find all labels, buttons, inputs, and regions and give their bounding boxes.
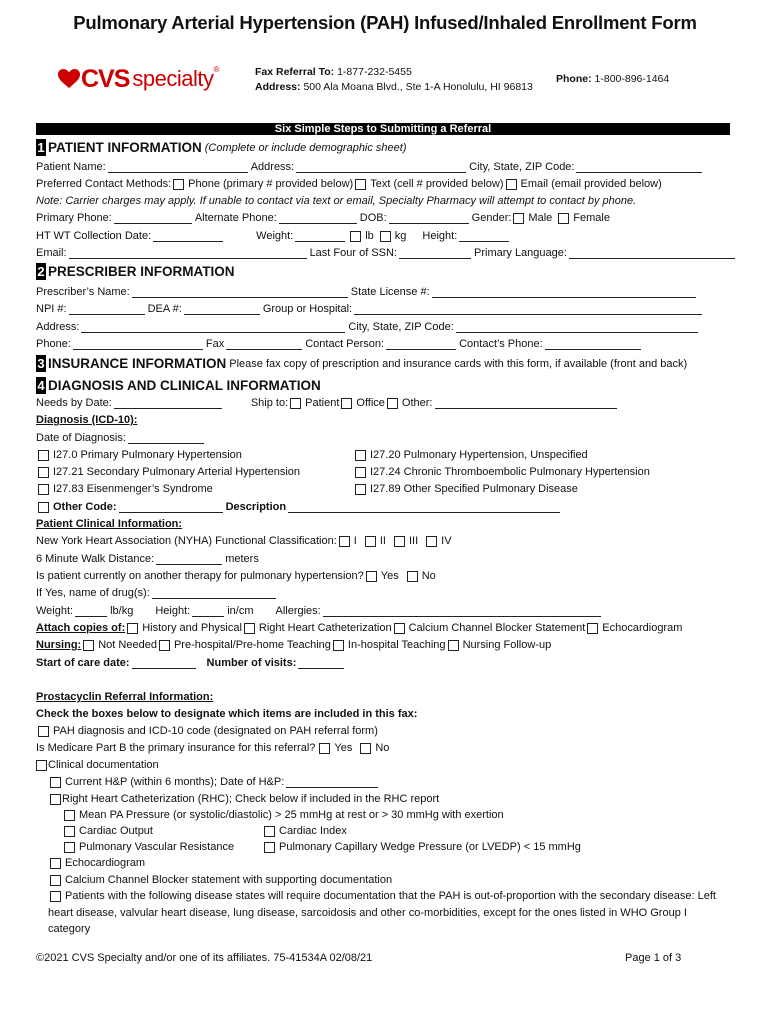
phone-dob-gender-row: Primary Phone: Alternate Phone: DOB: Gender: Male Female [36,212,610,224]
disease-states-item: Patients with the following disease states will require documentation that the PAH is out-of-proportion with the secondary disease: Left [48,889,716,903]
medicare-no-checkbox[interactable] [360,743,371,754]
start-care-field[interactable] [132,658,196,669]
cardiac-output-item: Cardiac Output [62,824,153,838]
clinical-info-label: Patient Clinical Information: [36,518,183,530]
contact-person-field[interactable] [386,339,456,350]
section-insurance-heading: 3 INSURANCE INFORMATION Please fax copy of prescription and insurance cards with this form, if available (front and back) [37,356,688,371]
icd-i27-89: I27.89 Other Specified Pulmonary Disease [353,482,578,496]
height-field[interactable] [459,231,509,242]
echo-checkbox[interactable] [50,858,61,869]
disease-states-line3: category [48,923,91,935]
description-field[interactable] [288,502,560,513]
attach-echo-checkbox[interactable] [587,623,598,634]
ship-office-checkbox[interactable] [341,398,352,409]
nyha-i-checkbox[interactable] [339,536,350,547]
icd-i27-21-checkbox[interactable] [38,467,49,478]
other-code-row: Other Code: Description [36,500,563,514]
nursing-followup-checkbox[interactable] [448,640,459,651]
contact-email-checkbox[interactable] [506,179,517,190]
cardiac-index-checkbox[interactable] [264,826,275,837]
nursing-prehome-checkbox[interactable] [159,640,170,651]
email-field[interactable] [69,248,307,259]
therapy-yes-checkbox[interactable] [366,571,377,582]
current-hp-checkbox[interactable] [50,777,61,788]
prescriber-fax-field[interactable] [226,339,302,350]
prescriber-csz-field[interactable] [456,322,698,333]
icd-i27-0: I27.0 Primary Pulmonary Hypertension [36,448,242,462]
drug-name-field[interactable] [152,588,276,599]
rhc-checkbox[interactable] [50,794,61,805]
attach-hp-checkbox[interactable] [127,623,138,634]
weight-field[interactable] [295,231,345,242]
nyha-iii-checkbox[interactable] [394,536,405,547]
logo-registered: ® [213,65,220,74]
echo-item: Echocardiogram [48,856,145,870]
nursing-not-needed-checkbox[interactable] [83,640,94,651]
diagnosis-label: Diagnosis (ICD-10): [36,414,138,426]
another-therapy-row: Is patient currently on another therapy for pulmonary hypertension? Yes No [36,570,436,582]
pcwp-item: Pulmonary Capillary Wedge Pressure (or LVEDP) < 15 mmHg [262,840,581,854]
current-hp-item: Current H&P (within 6 months); Date of H&P: [48,775,381,789]
address-line: Address: 500 Ala Moana Blvd., Ste 1-A Honolulu, HI 96813 [255,81,533,93]
walk-distance-row: 6 Minute Walk Distance: meters [36,553,259,565]
icd-i27-24-checkbox[interactable] [355,467,366,478]
icd-i27-0-checkbox[interactable] [38,450,49,461]
patient-name-row: Patient Name: Address: City, State, ZIP Code: [36,160,705,174]
therapy-no-checkbox[interactable] [407,571,418,582]
needs-by-row: Needs by Date: Ship to: Patient Office Other: [36,396,620,410]
pvr-checkbox[interactable] [64,842,75,853]
cardiac-index-item: Cardiac Index [262,824,347,838]
carrier-note: Note: Carrier charges may apply. If unable to contact via text or email, Specialty Pharmacy will attempt to contact by phone. [36,195,637,207]
male-checkbox[interactable] [513,213,524,224]
ship-other-field[interactable] [435,398,617,409]
rhc-item: Right Heart Catheterization (RHC); Check below if included in the RHC report [48,792,439,806]
nursing-row: Nursing: Not Needed Pre-hospital/Pre-home Teaching In-hospital Teaching Nursing Follow-up [36,639,552,651]
clinical-height-field[interactable] [192,606,224,617]
icd-i27-21: I27.21 Secondary Pulmonary Arterial Hypertension [36,465,300,479]
attach-rhc-checkbox[interactable] [244,623,255,634]
prescriber-address-row: Address: City, State, ZIP Code: [36,320,701,334]
ship-other-checkbox[interactable] [387,398,398,409]
primary-phone-field[interactable] [114,213,192,224]
htwt-date-field[interactable] [153,231,223,242]
pcwp-checkbox[interactable] [264,842,275,853]
mpa-item: Mean PA Pressure (or systolic/diastolic) > 25 mmHg at rest or > 30 mmHg with exertion [62,808,504,822]
ssn-field[interactable] [399,248,471,259]
visits-field[interactable] [298,658,344,669]
pah-diagnosis-item: PAH diagnosis and ICD-10 code (designated on PAH referral form) [36,724,378,738]
prescriber-name-field[interactable] [132,287,348,298]
section-diagnosis-heading: 4 DIAGNOSIS AND CLINICAL INFORMATION [37,378,321,393]
drug-name-row: If Yes, name of drug(s): [36,586,279,600]
icd-i27-20-checkbox[interactable] [355,450,366,461]
walk-distance-field[interactable] [156,554,222,565]
patient-name-field[interactable] [108,162,248,173]
contact-methods-row: Preferred Contact Methods: Phone (primary # provided below) Text (cell # provided below) Email (email provided below) [36,178,662,190]
icd-i27-89-checkbox[interactable] [355,484,366,495]
page-title: Pulmonary Arterial Hypertension (PAH) Infused/Inhaled Enrollment Form [73,12,697,33]
female-checkbox[interactable] [558,213,569,224]
language-field[interactable] [569,248,735,259]
icd-i27-83-checkbox[interactable] [38,484,49,495]
patient-address-field[interactable] [296,162,466,173]
weight-height-allergies-row: Weight: lb/kg Height: in/cm Allergies: [36,604,604,618]
ccb-checkbox[interactable] [50,875,61,886]
icd-i27-24: I27.24 Chronic Thromboembolic Pulmonary Hypertension [353,465,650,479]
patient-csz-field[interactable] [576,162,702,173]
medicare-yes-checkbox[interactable] [319,743,330,754]
page-number: Page 1 of 3 [625,952,682,964]
prescriber-address-field[interactable] [81,322,345,333]
heart-icon [58,69,80,89]
license-field[interactable] [432,287,696,298]
copyright-footer: ©2021 CVS Specialty and/or one of its affiliates. 75-41534A 02/08/21 [36,952,373,964]
nursing-inhospital-checkbox[interactable] [333,640,344,651]
prescriber-phone-row: Phone: Fax Contact Person: Contact’s Phone: [36,337,644,351]
prescriber-name-row: Prescriber’s Name: State License #: [36,285,699,299]
hp-date-field[interactable] [286,777,378,788]
medicare-row: Is Medicare Part B the primary insurance for this referral? Yes No [36,742,390,754]
clinical-docs-checkbox[interactable] [36,760,47,771]
nyha-row: New York Heart Association (NYHA) Functional Classification: I II III IV [36,535,452,547]
steps-banner: Six Simple Steps to Submitting a Referral [36,123,730,135]
pah-diagnosis-checkbox[interactable] [38,726,49,737]
prostacyclin-title: Prostacyclin Referral Information: [36,691,214,703]
attach-ccb-checkbox[interactable] [394,623,405,634]
kg-checkbox[interactable] [380,231,391,242]
group-field[interactable] [354,304,702,315]
icd-i27-83: I27.83 Eisenmenger’s Syndrome [36,482,213,496]
contact-phone-field[interactable] [545,339,641,350]
phone-line: Phone: 1-800-896-1464 [556,73,670,85]
section-patient-heading: 1 PATIENT INFORMATION (Complete or include demographic sheet) [37,140,407,155]
date-diagnosis-row: Date of Diagnosis: [36,431,207,445]
clinical-docs-item: Clinical documentation [36,758,159,772]
pvr-item: Pulmonary Vascular Resistance [62,840,234,854]
alternate-phone-field[interactable] [279,213,357,224]
nyha-ii-checkbox[interactable] [365,536,376,547]
contact-text-checkbox[interactable] [355,179,366,190]
contact-phone-checkbox[interactable] [173,179,184,190]
allergies-field[interactable] [323,606,601,617]
logo-sub: specialty [132,66,214,91]
nyha-iv-checkbox[interactable] [426,536,437,547]
fax-line: Fax Referral To: 1-877-232-5455 [255,66,412,78]
other-code-field[interactable] [119,502,223,513]
dea-field[interactable] [184,304,260,315]
dob-field[interactable] [389,213,469,224]
cvs-specialty-logo [58,62,219,96]
npi-field[interactable] [69,304,145,315]
npi-row: NPI #: DEA #: Group or Hospital: [36,302,705,316]
mpa-checkbox[interactable] [64,810,75,821]
cardiac-output-checkbox[interactable] [64,826,75,837]
disease-states-line2: heart disease, valvular heart disease, lung disease, sarcoidosis and other co-morbidities, except for the ones listed in WHO Group I [48,907,687,919]
disease-states-checkbox[interactable] [50,891,61,902]
ship-patient-checkbox[interactable] [290,398,301,409]
email-ssn-row: Email: Last Four of SSN: Primary Language: [36,246,738,260]
htwt-row: HT WT Collection Date: Weight: lb kg Height: [36,229,512,243]
other-code-checkbox[interactable] [38,502,49,513]
clinical-weight-field[interactable] [75,606,107,617]
logo-brand: CVS [81,64,130,93]
attach-copies-row: Attach copies of: History and Physical Right Heart Catheterization Calcium Channel Blocker Statement Echocardiogram [36,622,683,634]
icd-i27-20: I27.20 Pulmonary Hypertension, Unspecified [353,448,588,462]
prostacyclin-instruction: Check the boxes below to designate which items are included in this fax: [36,708,418,720]
lb-checkbox[interactable] [350,231,361,242]
prescriber-phone-field[interactable] [73,339,203,350]
needs-by-field[interactable] [114,398,222,409]
ccb-item: Calcium Channel Blocker statement with supporting documentation [48,873,392,887]
start-care-row: Start of care date: Number of visits: [36,656,347,670]
date-diagnosis-field[interactable] [128,433,204,444]
section-prescriber-heading: 2 PRESCRIBER INFORMATION [37,264,235,279]
